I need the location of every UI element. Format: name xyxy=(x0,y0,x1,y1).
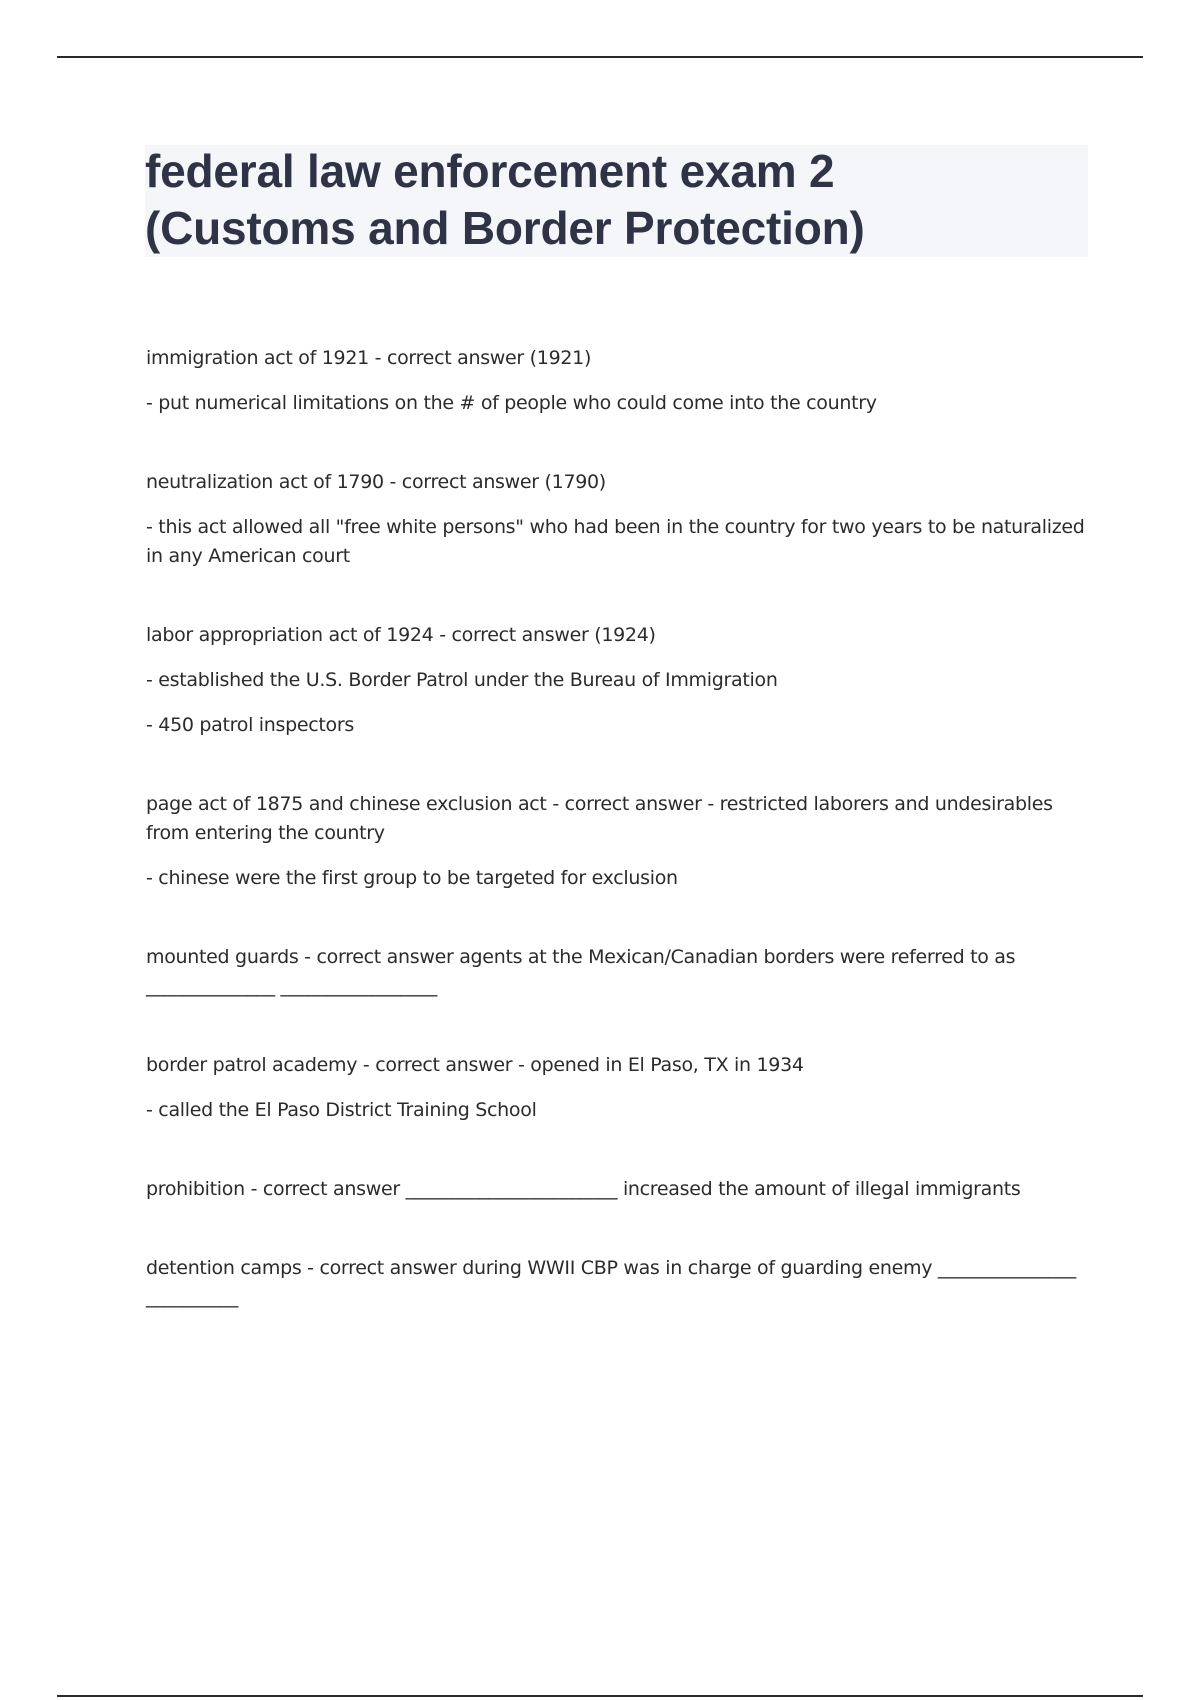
flashcard-detail: - chinese were the first group to be targeted for exclusion xyxy=(146,867,678,889)
document-title xyxy=(145,143,1088,257)
flashcard xyxy=(146,1175,1086,1204)
flashcard-list xyxy=(146,344,1086,1362)
flashcard xyxy=(146,943,1086,1001)
flashcard-detail: - 450 patrol inspectors xyxy=(146,714,354,736)
flashcard-question: labor appropriation act of 1924 - correct answer (1924) xyxy=(146,624,656,646)
flashcard xyxy=(146,344,1086,418)
title-line-2: (Customs and Border Protection) xyxy=(145,202,865,254)
flashcard-question: immigration act of 1921 - correct answer (1921) xyxy=(146,347,592,369)
flashcard xyxy=(146,621,1086,740)
bottom-rule xyxy=(57,1695,1143,1697)
flashcard xyxy=(146,790,1086,893)
title-line-1: federal law enforcement exam 2 xyxy=(145,145,835,197)
flashcard-question: prohibition - correct answer _______________________ increased the amount of illegal immigrants xyxy=(146,1178,1021,1200)
flashcard-question: page act of 1875 and chinese exclusion act - correct answer - restricted laborers and undesirables from entering the country xyxy=(146,793,1053,844)
flashcard-question: neutralization act of 1790 - correct answer (1790) xyxy=(146,471,606,493)
flashcard-question: border patrol academy - correct answer - opened in El Paso, TX in 1934 xyxy=(146,1054,804,1076)
flashcard xyxy=(146,1254,1086,1312)
top-rule xyxy=(57,56,1143,58)
flashcard-detail: - called the El Paso District Training School xyxy=(146,1099,537,1121)
flashcard-question: mounted guards - correct answer agents at the Mexican/Canadian borders were referred to as ______________ _________________ xyxy=(146,946,1016,997)
flashcard-detail: - put numerical limitations on the # of people who could come into the country xyxy=(146,392,877,414)
flashcard xyxy=(146,468,1086,571)
flashcard xyxy=(146,1051,1086,1125)
flashcard-question: detention camps - correct answer during WWII CBP was in charge of guarding enemy _______________ __________ xyxy=(146,1257,1076,1308)
flashcard-detail: - established the U.S. Border Patrol under the Bureau of Immigration xyxy=(146,669,778,691)
flashcard-detail: - this act allowed all "free white persons" who had been in the country for two years to be naturalized in any American court xyxy=(146,516,1085,567)
